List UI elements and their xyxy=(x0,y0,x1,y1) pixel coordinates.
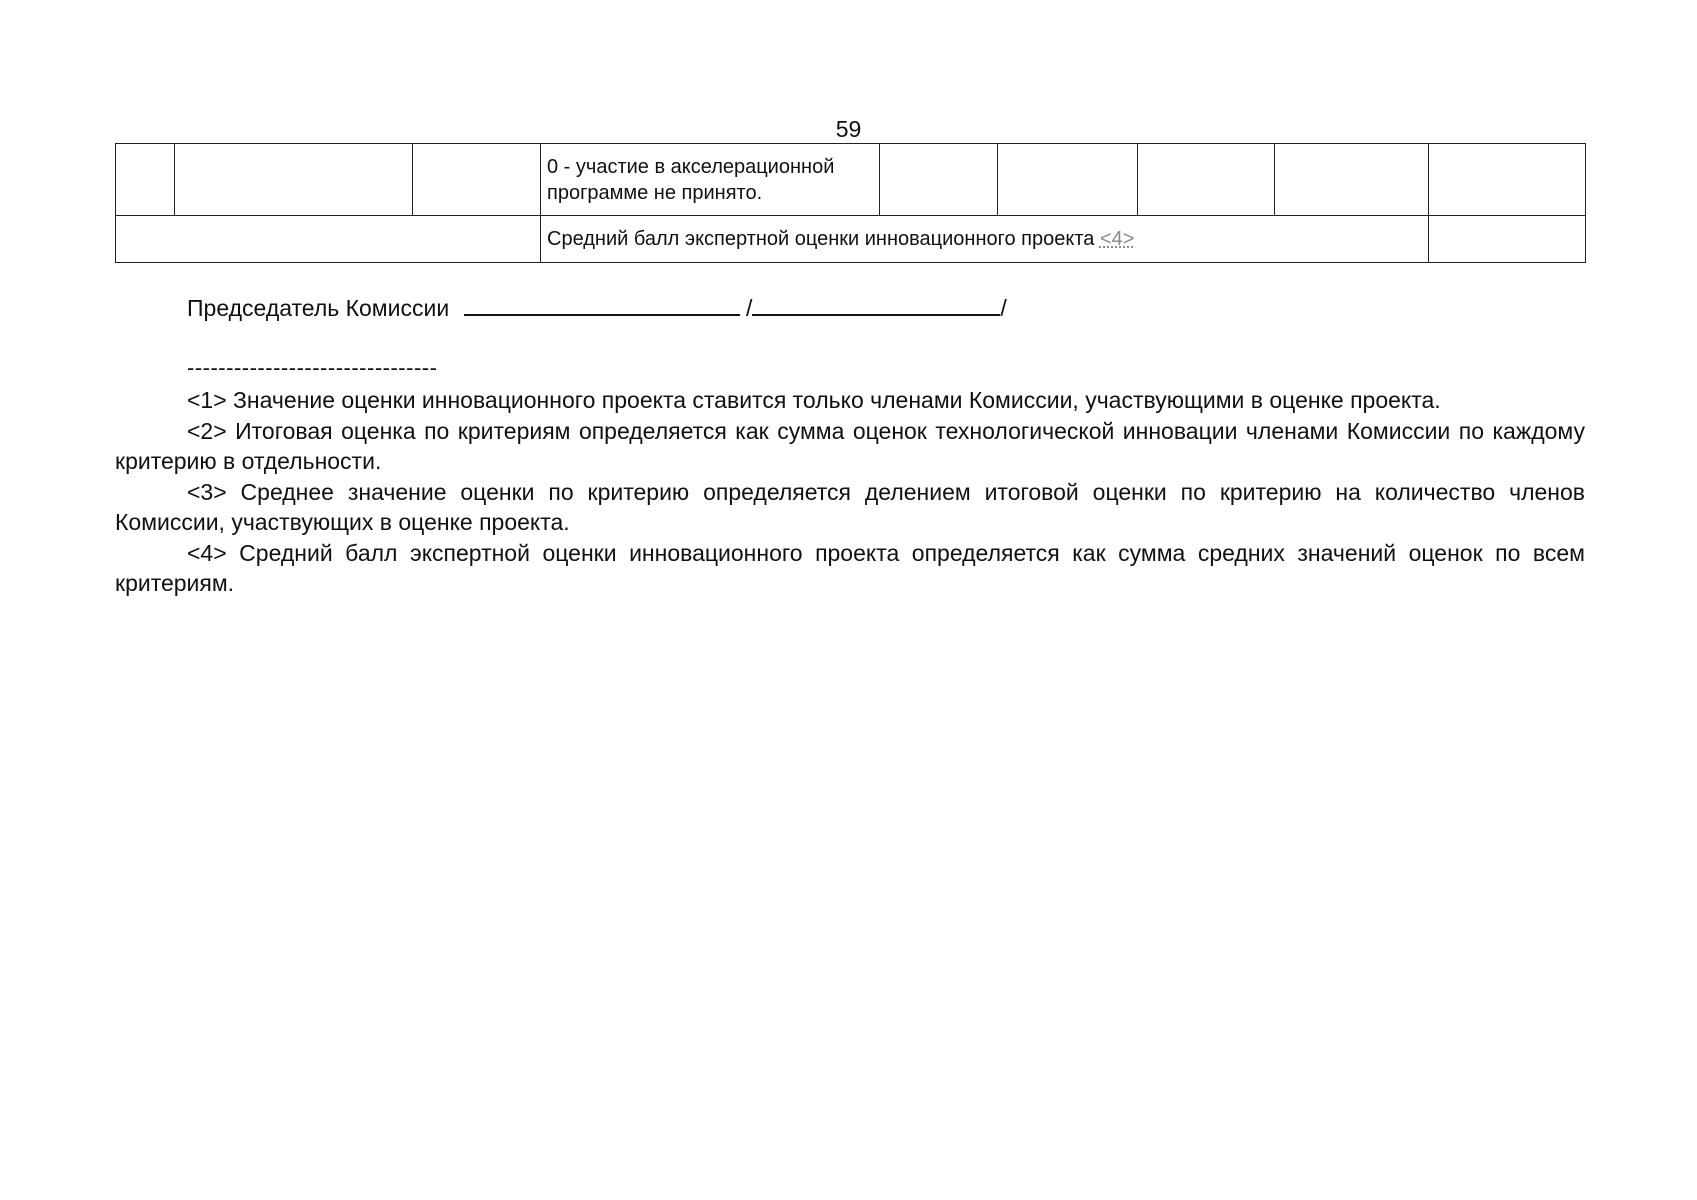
average-row-value-cell xyxy=(1429,216,1586,263)
footnote-2: <2> Итоговая оценка по критериям определяется как сумма оценок технологической инновации членами Комиссии по каждому критерию в отдельности. xyxy=(115,417,1585,474)
table-cell-criterion xyxy=(175,144,413,216)
table-cell-number xyxy=(116,144,175,216)
page-number: 59 xyxy=(835,116,862,142)
average-row-label-cell xyxy=(541,216,1429,263)
table-cell-indicator xyxy=(413,144,541,216)
scale-text: 0 - участие в акселерационной программе не принято. xyxy=(547,156,835,204)
table-row xyxy=(116,144,1586,216)
footnotes xyxy=(115,385,1585,599)
table-cell-score xyxy=(880,144,998,216)
table-cell-scale xyxy=(541,144,880,216)
table-cell-total xyxy=(1275,144,1429,216)
footnote-link-4[interactable]: <4> xyxy=(1099,228,1135,250)
footnote-3: <3> Среднее значение оценки по критерию определяется делением итоговой оценки по критерию на количество членов Комиссии, участвующих в оценке проекта. xyxy=(115,478,1585,535)
chairman-label: Председатель Комиссии xyxy=(187,295,450,321)
average-row-label: Средний балл экспертной оценки инновационного проекта xyxy=(547,228,1095,250)
footnote-1: <1> Значение оценки инновационного проекта ставится только членами Комиссии, участвующими в оценке проекта. xyxy=(187,387,1441,413)
evaluation-table xyxy=(115,143,1586,263)
name-line xyxy=(752,292,1000,316)
table-cell-score xyxy=(1138,144,1275,216)
signature-separator: / xyxy=(745,295,753,321)
average-row xyxy=(116,216,1586,263)
chairman-signature-block xyxy=(187,292,1007,323)
footnote-4: <4> Средний балл экспертной оценки инновационного проекта определяется как сумма средних значений оценок по всем критериям. xyxy=(115,539,1585,596)
average-row-blank-cell xyxy=(116,216,541,263)
signature-line xyxy=(464,292,740,316)
footnote-separator: -------------------------------- xyxy=(187,355,438,380)
table-cell-score xyxy=(998,144,1138,216)
table-cell-average xyxy=(1429,144,1586,216)
signature-separator-end: / xyxy=(1000,295,1007,321)
